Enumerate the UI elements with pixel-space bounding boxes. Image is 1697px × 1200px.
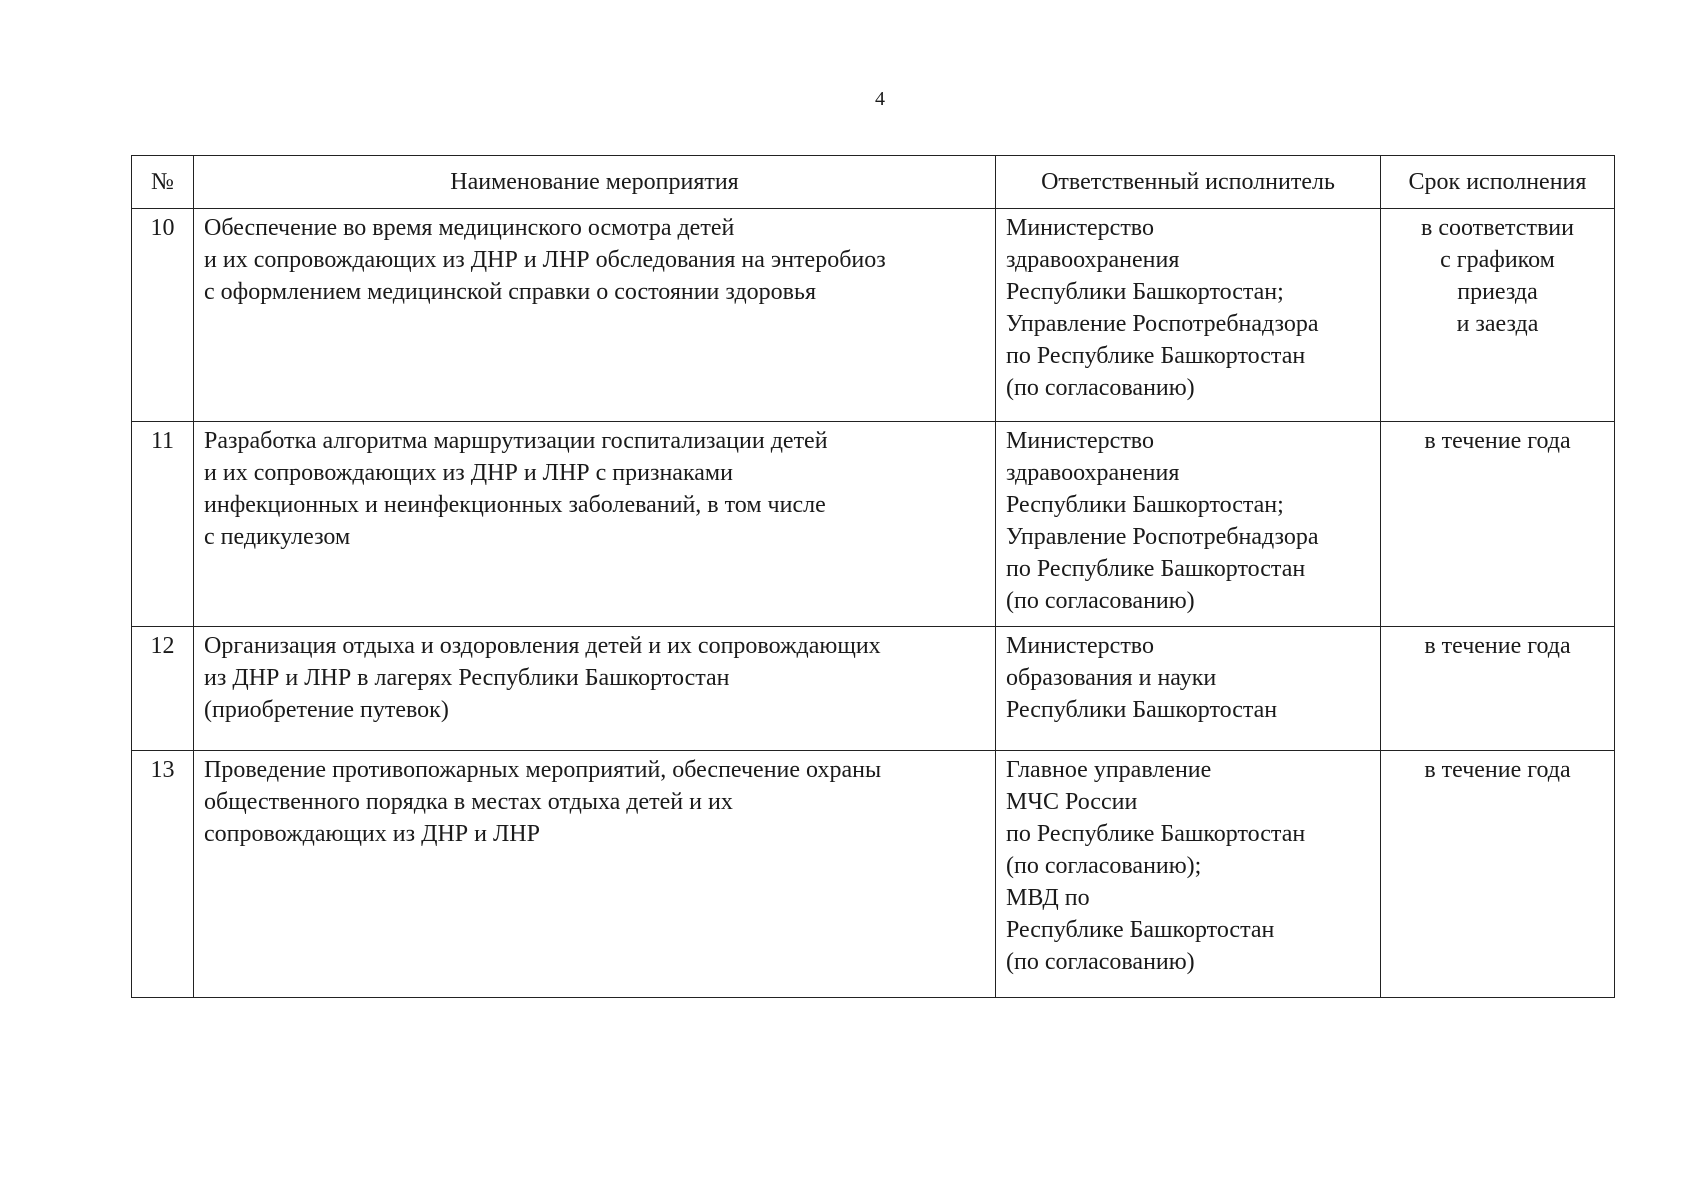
responsible-cell	[996, 422, 1381, 627]
responsible-cell-line: Республики Башкортостан	[1006, 697, 1278, 723]
deadline-cell	[1381, 209, 1615, 422]
responsible-cell-line: Министерство	[1006, 215, 1154, 241]
activity-name-cell-line: с педикулезом	[204, 524, 351, 550]
activity-name-cell-line: Обеспечение во время медицинского осмотра детей	[204, 215, 735, 241]
responsible-cell-line: МЧС России	[1006, 789, 1138, 815]
responsible-cell-line: Министерство	[1006, 633, 1154, 659]
table-row	[132, 422, 1615, 627]
responsible-cell-line: здравоохранения	[1006, 460, 1180, 486]
responsible-cell-line: МВД по	[1006, 885, 1090, 911]
responsible-cell-line: по Республике Башкортостан	[1006, 821, 1306, 847]
deadline-cell	[1381, 627, 1615, 751]
activity-name-cell-line: сопровождающих из ДНР и ЛНР	[204, 821, 540, 847]
responsible-cell-line: Управление Роспотребнадзора	[1006, 524, 1319, 550]
row-number: 10	[132, 209, 194, 422]
responsible-cell-line: по Республике Башкортостан	[1006, 343, 1306, 369]
page-number: 4	[875, 88, 885, 110]
deadline-cell-line: с графиком	[1440, 247, 1555, 273]
activity-name-cell-line: из ДНР и ЛНР в лагерях Республики Башкортостан	[204, 665, 730, 691]
responsible-cell-line: Республики Башкортостан;	[1006, 279, 1284, 305]
responsible-cell-line: Главное управление	[1006, 757, 1212, 783]
header-deadline: Срок исполнения	[1381, 156, 1615, 209]
responsible-cell-line: (по согласованию)	[1006, 588, 1195, 614]
responsible-cell-line: здравоохранения	[1006, 247, 1180, 273]
activity-name-cell-line: общественного порядка в местах отдыха детей и их	[204, 789, 733, 815]
activity-name-cell-line: инфекционных и неинфекционных заболеваний, в том числе	[204, 492, 826, 518]
responsible-cell-line: образования и науки	[1006, 665, 1217, 691]
deadline-cell-line: в течение года	[1424, 757, 1571, 783]
responsible-cell-line: Республики Башкортостан;	[1006, 492, 1284, 518]
responsible-cell	[996, 209, 1381, 422]
deadline-cell-line: и заезда	[1456, 311, 1539, 337]
responsible-cell-line: по Республике Башкортостан	[1006, 556, 1306, 582]
activity-name-cell	[194, 627, 996, 751]
header-number: №	[132, 156, 194, 209]
activity-name-cell	[194, 751, 996, 998]
table-row	[132, 209, 1615, 422]
activity-name-cell-line: и их сопровождающих из ДНР и ЛНР с признаками	[204, 460, 733, 486]
activity-name-cell-line: (приобретение путевок)	[204, 697, 449, 723]
activity-name-cell-line: Организация отдыха и оздоровления детей и их сопровождающих	[204, 633, 881, 659]
activities-table	[131, 155, 1615, 998]
responsible-cell	[996, 627, 1381, 751]
responsible-cell-line: Управление Роспотребнадзора	[1006, 311, 1319, 337]
deadline-cell-line: в соответствии	[1421, 215, 1574, 241]
deadline-cell	[1381, 422, 1615, 627]
deadline-cell-line: приезда	[1457, 279, 1538, 305]
header-responsible: Ответственный исполнитель	[996, 156, 1381, 209]
responsible-cell-line: (по согласованию)	[1006, 375, 1195, 401]
activity-name-cell	[194, 209, 996, 422]
responsible-cell-line: (по согласованию)	[1006, 949, 1195, 975]
activity-name-cell-line: Проведение противопожарных мероприятий, обеспечение охраны	[204, 757, 882, 783]
table-row	[132, 751, 1615, 998]
row-number: 12	[132, 627, 194, 751]
deadline-cell	[1381, 751, 1615, 998]
activity-name-cell-line: Разработка алгоритма маршрутизации госпитализации детей	[204, 428, 828, 454]
row-number: 13	[132, 751, 194, 998]
table-header-row	[132, 156, 1615, 209]
row-number: 11	[132, 422, 194, 627]
responsible-cell-line: Министерство	[1006, 428, 1154, 454]
responsible-cell-line: (по согласованию);	[1006, 853, 1202, 879]
responsible-cell	[996, 751, 1381, 998]
table-row	[132, 627, 1615, 751]
activity-name-cell-line: с оформлением медицинской справки о состоянии здоровья	[204, 279, 816, 305]
activity-name-cell	[194, 422, 996, 627]
header-activity-name: Наименование мероприятия	[194, 156, 996, 209]
activity-name-cell-line: и их сопровождающих из ДНР и ЛНР обследования на энтеробиоз	[204, 247, 886, 273]
deadline-cell-line: в течение года	[1424, 428, 1571, 454]
responsible-cell-line: Республике Башкортостан	[1006, 917, 1275, 943]
deadline-cell-line: в течение года	[1424, 633, 1571, 659]
